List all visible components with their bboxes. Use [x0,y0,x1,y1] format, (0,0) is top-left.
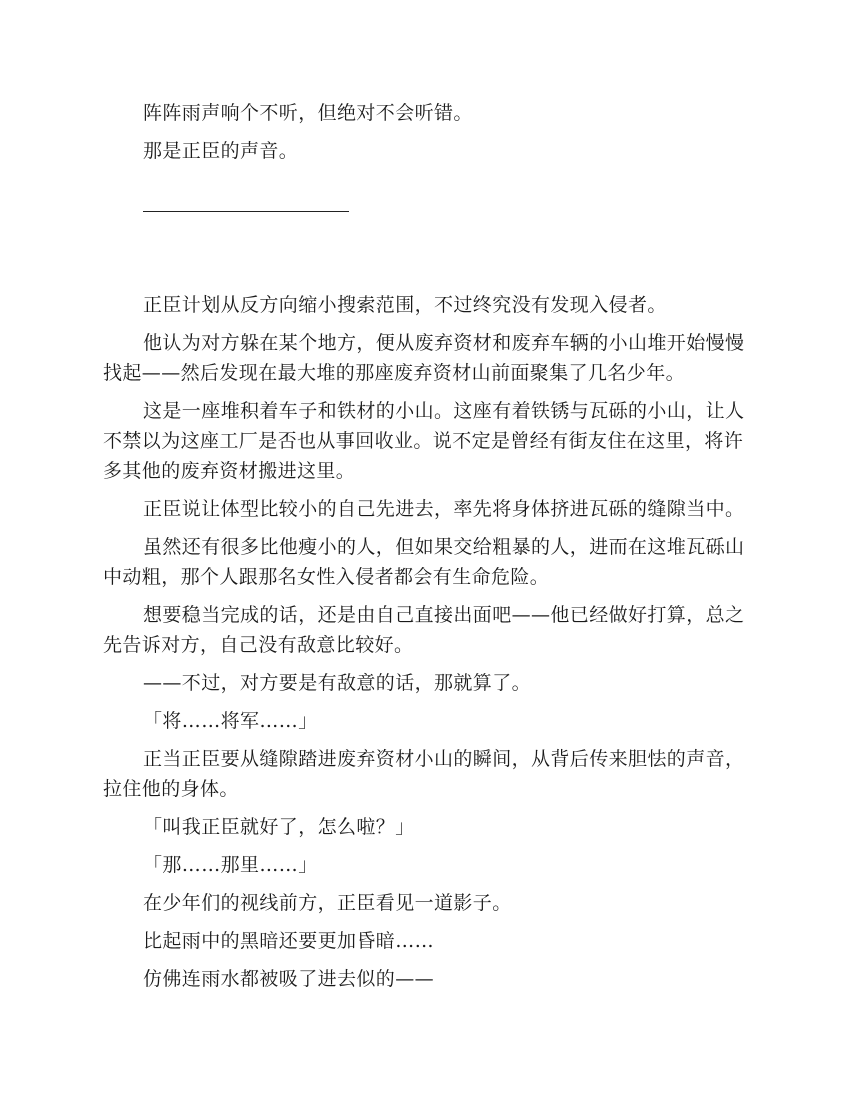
paragraph: 正当正臣要从缝隙踏进废弃资材小山的瞬间，从背后传来胆怯的声音，拉住他的身体。 [103,748,745,800]
paragraph: ——不过，对方要是有敌意的话，那就算了。 [143,672,532,694]
divider-line [143,211,349,212]
dialogue-line: 「那……那里……」 [143,854,318,876]
paragraph: 这是一座堆积着车子和铁材的小山。这座有着铁锈与瓦砾的小山，让人不禁以为这座工厂是否也从事回收业。说不定是曾经有街友住在这里，将许多其他的废弃资材搬进这里。 [103,400,745,482]
paragraph: 正臣计划从反方向缩小搜索范围，不过终究没有发现入侵者。 [143,294,667,316]
dialogue-line: 「将……将军……」 [143,710,318,732]
paragraph: 仿佛连雨水都被吸了进去似的—— [143,968,435,990]
paragraph: 虽然还有很多比他瘦小的人，但如果交给粗暴的人，进而在这堆瓦砾山中动粗，那个人跟那名女性入侵者都会有生命危险。 [103,536,745,588]
paragraph: 他认为对方躲在某个地方，便从废弃资材和废弃车辆的小山堆开始慢慢找起——然后发现在最大堆的那座废弃资材山前面聚集了几名少年。 [103,332,745,384]
dialogue-line: 「叫我正臣就好了，怎么啦？」 [143,816,415,838]
paragraph: 比起雨中的黑暗还要更加昏暗…… [143,930,435,952]
section-divider [103,192,751,230]
document-page [103,98,751,1002]
paragraph: 那是正臣的声音。 [143,140,299,162]
paragraph: 在少年们的视线前方，正臣看见一道影子。 [143,892,512,914]
paragraph: 阵阵雨声响个不听，但绝对不会听错。 [143,102,473,124]
paragraph: 想要稳当完成的话，还是由自己直接出面吧——他已经做好打算，总之先告诉对方，自己没有敌意比较好。 [103,604,745,656]
paragraph: 正臣说让体型比较小的自己先进去，率先将身体挤进瓦砾的缝隙当中。 [143,498,745,520]
